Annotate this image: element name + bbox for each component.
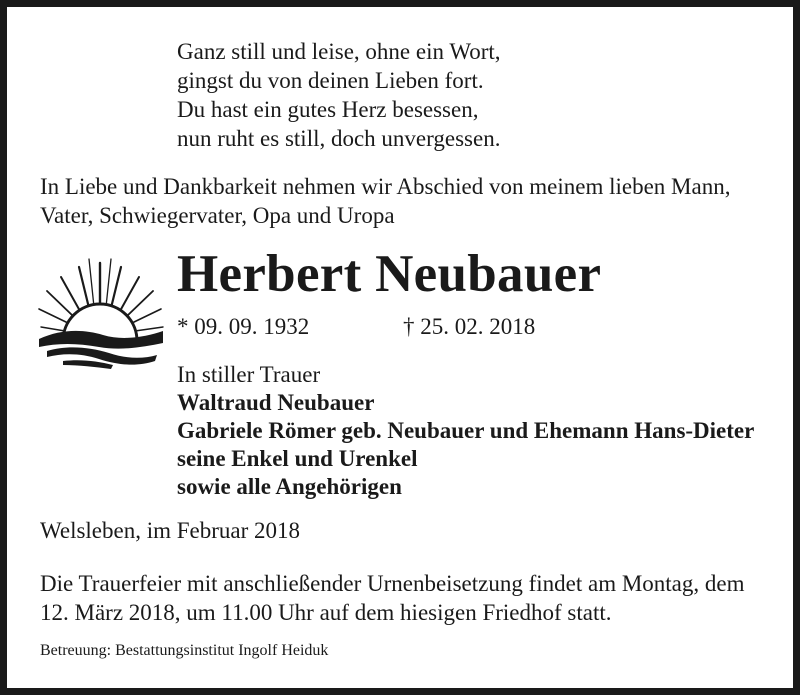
farewell-intro	[40, 172, 790, 230]
mourner-name: seine Enkel und Urenkel	[177, 446, 418, 471]
mourning-heading: In stiller Trauer	[177, 362, 321, 387]
mourner-name: Waltraud Neubauer	[177, 390, 375, 415]
funeral-ceremony-info	[40, 569, 744, 627]
poem-line: Du hast ein gutes Herz besessen,	[177, 97, 479, 122]
poem-line: gingst du von deinen Lieben fort.	[177, 68, 484, 93]
mourner-name: Gabriele Römer geb. Neubauer und Ehemann Hans-Dieter	[177, 418, 755, 443]
mourner-name: sowie alle Angehörigen	[177, 474, 402, 499]
place-date-line: Welsleben, im Februar 2018	[40, 518, 301, 543]
ceremony-line: 12. März 2018, um 11.00 Uhr auf dem hiesigen Friedhof statt.	[40, 600, 612, 625]
intro-line: Vater, Schwiegervater, Opa und Uropa	[40, 203, 395, 228]
intro-line: In Liebe und Dankbarkeit nehmen wir Abschied von meinem lieben Mann,	[40, 174, 731, 199]
rising-sun-over-hills-icon	[33, 255, 167, 371]
birth-date: * 09. 09. 1932	[177, 314, 310, 339]
deceased-name: Herbert Neubauer	[177, 245, 602, 303]
ceremony-line: Die Trauerfeier mit anschließender Urnenbeisetzung findet am Montag, dem	[40, 571, 745, 596]
poem-line: nun ruht es still, doch unvergessen.	[177, 126, 501, 151]
poem-line: Ganz still und leise, ohne ein Wort,	[177, 39, 501, 64]
death-date: † 25. 02. 2018	[403, 314, 536, 339]
mourners-list	[177, 361, 754, 501]
memorial-poem	[177, 37, 501, 153]
funeral-home-credit: Betreuung: Bestattungsinstitut Ingolf Heiduk	[40, 642, 329, 659]
